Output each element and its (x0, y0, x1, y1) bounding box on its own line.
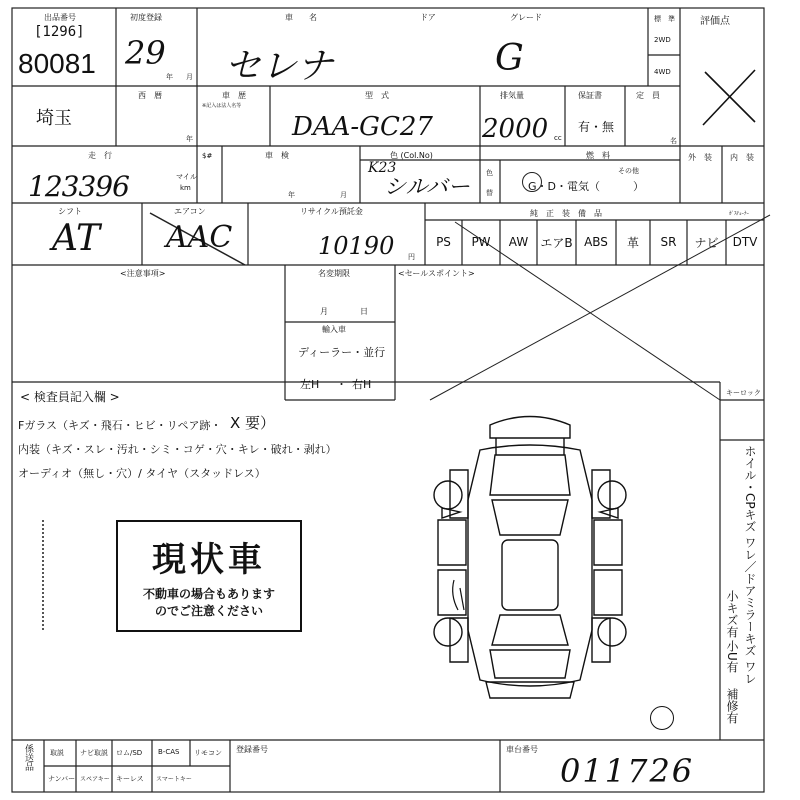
fuel-other-label: その他 (618, 167, 639, 175)
door-label: ドア (420, 13, 436, 22)
first-registration-label: 初度登録 (130, 13, 162, 22)
recycle-label: リサイクル預託金 (300, 207, 363, 216)
first-registration-value: 29 (125, 34, 166, 72)
capacity-label: 定 員 (636, 91, 660, 100)
sales-point-label: <セールスポイント> (398, 269, 475, 278)
side-text-main: ホイル・CPキズ ワレ／ドアミラーキズ ワレ (743, 445, 757, 685)
steering-separator: ・ (336, 378, 347, 391)
footer-item-smart-key: スマートキー (156, 776, 192, 783)
inspector-section-title: < 検査員記入欄 > (20, 390, 120, 404)
name-change-month: 月 (320, 307, 328, 316)
region-value: 埼玉 (36, 108, 72, 129)
registration-number-label: 登録番号 (236, 745, 268, 754)
side-text-small-scratch: 小キズ有 (725, 590, 739, 638)
interior-label: 内 装 (730, 153, 754, 162)
equip-ps: PS (436, 235, 451, 249)
car-name-value: セレナ (225, 46, 334, 87)
color-code: K23 (368, 160, 397, 176)
lot-number-label: 出品番号 (44, 13, 76, 22)
vehicle-number-label: 車台番号 (506, 745, 538, 754)
capacity-suffix: 名 (670, 137, 677, 145)
aircon-label: エアコン (174, 207, 206, 216)
equip-aw: AW (508, 235, 529, 249)
footer-item-plate: ナンバー (48, 775, 76, 783)
equipment-label: 純 正 装 備 品 (530, 209, 602, 218)
recycle-value: 10190 (318, 232, 395, 260)
footer-item-remote: リモコン (194, 749, 222, 757)
audio-tire-line: オーディオ（無し・穴）/ タイヤ（スタッドレス） (18, 467, 266, 480)
lot-number-bracket: [1296] (34, 24, 85, 40)
grade-value: G (495, 38, 524, 79)
fuel-label: 燃 料 (586, 151, 610, 160)
standard-label: 標 準 (654, 15, 675, 23)
dealer-parallel: ディーラー・並行 (298, 346, 386, 359)
equip-navi: ナビ (694, 235, 719, 250)
as-is-stamp-title: 現状車 (152, 540, 266, 580)
spare-tire-icon (650, 706, 674, 730)
drive-2wd: 2WD (654, 36, 671, 44)
fuel-value: G・D・電気（ ） (528, 180, 644, 193)
warranty-label: 保証書 (578, 91, 602, 100)
footer-item-spare-key: スペアキー (80, 776, 110, 783)
keylock-label: キーロック (726, 389, 761, 397)
equip-leather: 革 (626, 235, 639, 250)
side-text-repaired: 補修有 (725, 688, 739, 724)
steering-right: 右H (352, 378, 372, 391)
western-year-suffix: 年 (186, 135, 193, 143)
color-change-label: 替 (486, 189, 493, 197)
equip-airbag: エアB (540, 235, 573, 250)
color-side-label: 色 (486, 169, 493, 177)
import-label: 輸入車 (322, 325, 346, 334)
vehicle-number-value: 011726 (560, 752, 695, 790)
car-diagram (420, 400, 640, 710)
color-value: シルバー (384, 175, 470, 200)
first-registration-year-suffix: 年 (166, 73, 173, 81)
mileage-label: 走 行 (88, 151, 112, 160)
first-registration-month-suffix: 月 (186, 73, 193, 81)
mileage-value: 123396 (28, 170, 129, 203)
inspection-year-suffix: 年 (288, 191, 295, 199)
fuel-circle-mark (522, 172, 542, 192)
as-is-stamp-line2: のでご注意ください (154, 604, 263, 618)
inspection-month-suffix: 月 (340, 191, 347, 199)
windshield-mark: X 要） (230, 414, 276, 432)
score-label: 評価点 (700, 16, 730, 27)
recycle-unit: 円 (408, 253, 415, 261)
history-note: ※記入は法人名等 (202, 103, 242, 109)
equip-dtv: DTV (732, 235, 758, 249)
warranty-value: 有・無 (578, 120, 615, 134)
cc-unit: cc (554, 134, 562, 142)
footer-item-navi-manual: ナビ取説 (80, 749, 108, 757)
as-is-stamp-line1: 不動車の場合もあります (142, 587, 275, 601)
notes-label: <注意事項> (120, 269, 166, 278)
footer-item-manual: 取説 (50, 749, 64, 757)
name-change-day: 日 (360, 307, 368, 316)
km-unit: km (180, 184, 191, 192)
model-value: DAA-GC27 (292, 112, 433, 142)
drive-4wd: 4WD (654, 68, 671, 76)
equip-sunroof: SR (660, 235, 677, 249)
equip-pw: PW (471, 235, 491, 249)
footer-item-keyless: キーレス (116, 775, 144, 783)
name-change-label: 名変期限 (318, 269, 350, 278)
gas-tuner-label: ｶﾞｽﾁｭｰﾅｰ (729, 211, 750, 217)
serial-label: $# (202, 152, 213, 160)
footer-item-rom-sd: ロム/SD (116, 749, 143, 757)
lot-number: 80081 (18, 48, 96, 79)
footer-item-bcas: B-CAS (158, 748, 180, 756)
car-name-label: 車 名 (285, 13, 317, 22)
exterior-label: 外 装 (688, 153, 712, 162)
displacement-label: 排気量 (500, 91, 524, 100)
equip-abs: ABS (584, 235, 608, 249)
as-is-stamp (116, 520, 302, 632)
shift-label: シフト (58, 207, 82, 216)
shift-value: AT (52, 218, 101, 259)
color-label: 色 (Col.No) (390, 151, 433, 160)
margin-marks (42, 520, 46, 630)
steering-left: 左H (300, 378, 320, 391)
model-label: 型 式 (365, 91, 389, 100)
accessories-label: 係送品 (23, 744, 33, 771)
history-label: 車 歴 (222, 91, 246, 100)
mile-unit: マイル (176, 173, 197, 181)
grade-label: グレード (510, 13, 542, 22)
side-text-small-dent: 小U有 (725, 640, 739, 673)
windshield-line: Fガラス（キズ・飛石・ヒビ・リペア跡・ (18, 419, 222, 432)
aircon-value: AAC (166, 220, 233, 255)
interior-line: 内装（キズ・スレ・汚れ・シミ・コゲ・穴・キレ・破れ・剥れ） (18, 443, 337, 456)
displacement-value: 2000 (482, 114, 549, 144)
western-year-label: 西 暦 (138, 91, 162, 100)
inspection-label: 車 検 (265, 151, 289, 160)
